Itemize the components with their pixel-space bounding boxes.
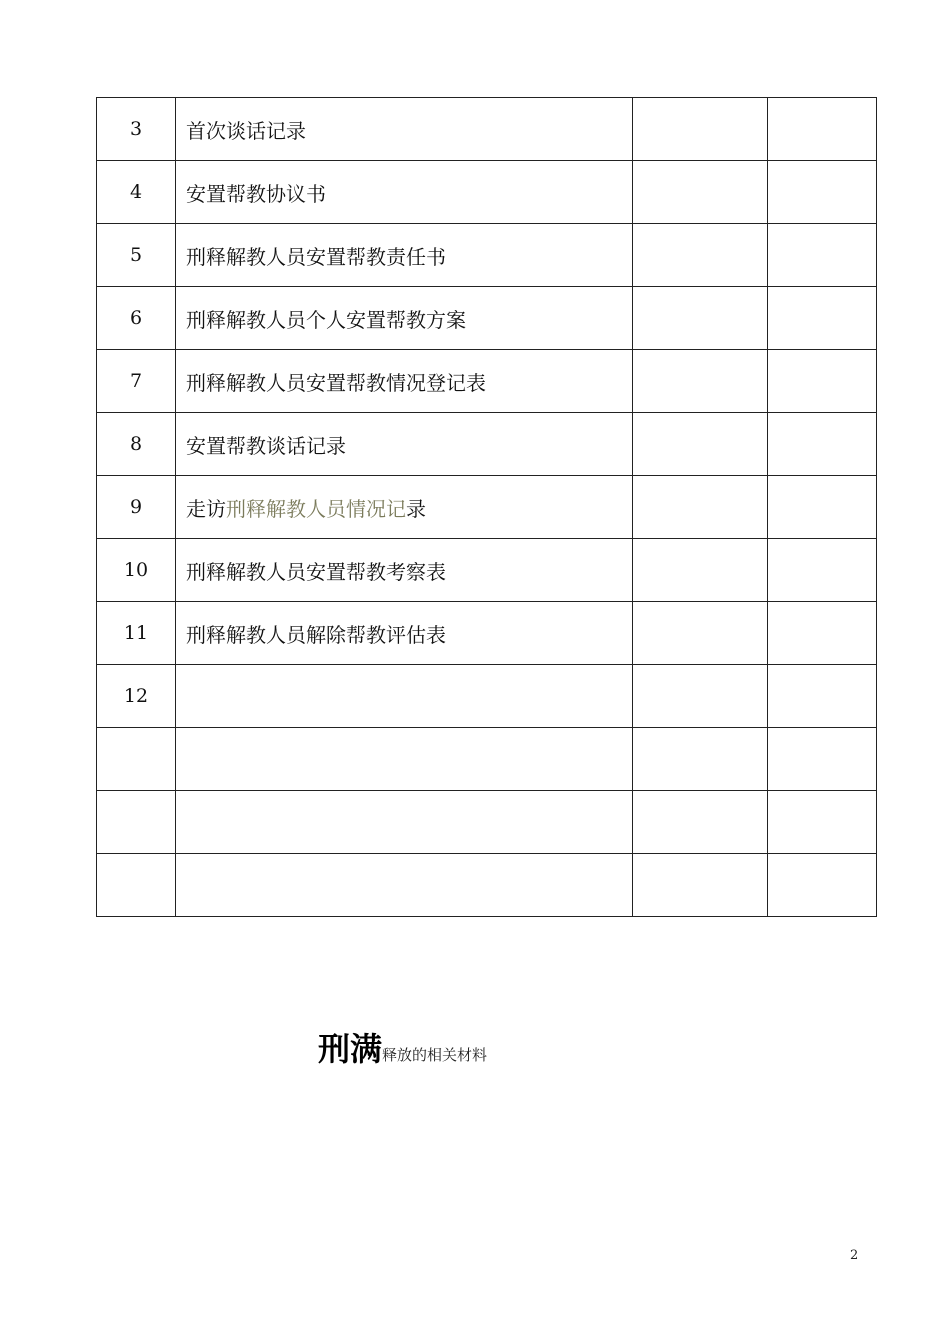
document-name-highlight: 刑释解教人员情况记 <box>226 496 406 521</box>
section-heading-small: 释放的相关材料 <box>382 1046 488 1064</box>
empty-cell <box>633 665 768 728</box>
row-number <box>97 728 176 791</box>
table-row <box>97 728 877 791</box>
empty-cell <box>768 791 877 854</box>
table-row <box>97 161 877 224</box>
row-number: 7 <box>97 350 176 413</box>
table-row <box>97 854 877 917</box>
empty-cell <box>768 602 877 665</box>
document-name-suffix: 录 <box>406 496 426 521</box>
empty-cell <box>768 161 877 224</box>
document-name <box>176 854 633 917</box>
empty-cell <box>768 665 877 728</box>
row-number <box>97 791 176 854</box>
row-number: 5 <box>97 224 176 287</box>
page-number: 2 <box>850 1248 859 1263</box>
empty-cell <box>633 476 768 539</box>
empty-cell <box>633 350 768 413</box>
row-number: 6 <box>97 287 176 350</box>
table-row <box>97 224 877 287</box>
table-row <box>97 350 877 413</box>
empty-cell <box>768 98 877 161</box>
document-name: 刑释解教人员安置帮教考察表 <box>176 539 633 602</box>
empty-cell <box>633 539 768 602</box>
table-row <box>97 665 877 728</box>
table-row <box>97 791 877 854</box>
empty-cell <box>768 728 877 791</box>
empty-cell <box>768 854 877 917</box>
row-number: 8 <box>97 413 176 476</box>
row-number: 3 <box>97 98 176 161</box>
section-heading <box>318 1024 487 1070</box>
document-name <box>176 791 633 854</box>
empty-cell <box>633 728 768 791</box>
row-number: 11 <box>97 602 176 665</box>
empty-cell <box>633 854 768 917</box>
table-row <box>97 476 877 539</box>
document-name: 首次谈话记录 <box>176 98 633 161</box>
empty-cell <box>768 287 877 350</box>
empty-cell <box>633 413 768 476</box>
empty-cell <box>768 224 877 287</box>
document-name: 刑释解教人员安置帮教情况登记表 <box>176 350 633 413</box>
table-row <box>97 539 877 602</box>
empty-cell <box>633 98 768 161</box>
empty-cell <box>633 602 768 665</box>
document-name: 刑释解教人员个人安置帮教方案 <box>176 287 633 350</box>
row-number: 9 <box>97 476 176 539</box>
row-number: 4 <box>97 161 176 224</box>
document-name <box>176 665 633 728</box>
empty-cell <box>768 476 877 539</box>
table-row <box>97 98 877 161</box>
empty-cell <box>633 224 768 287</box>
table-row <box>97 287 877 350</box>
table-row <box>97 413 877 476</box>
materials-table <box>96 97 877 917</box>
empty-cell <box>768 413 877 476</box>
document-name-prefix: 走访 <box>186 496 226 521</box>
table-row <box>97 602 877 665</box>
document-name <box>176 728 633 791</box>
empty-cell <box>633 161 768 224</box>
empty-cell <box>768 350 877 413</box>
section-heading-large: 刑满 <box>318 1030 383 1068</box>
document-name: 刑释解教人员安置帮教责任书 <box>176 224 633 287</box>
document-name: 安置帮教谈话记录 <box>176 413 633 476</box>
document-name: 刑释解教人员解除帮教评估表 <box>176 602 633 665</box>
row-number: 12 <box>97 665 176 728</box>
row-number <box>97 854 176 917</box>
document-name: 安置帮教协议书 <box>176 161 633 224</box>
empty-cell <box>633 791 768 854</box>
row-number: 10 <box>97 539 176 602</box>
empty-cell <box>768 539 877 602</box>
empty-cell <box>633 287 768 350</box>
document-name <box>176 476 633 539</box>
